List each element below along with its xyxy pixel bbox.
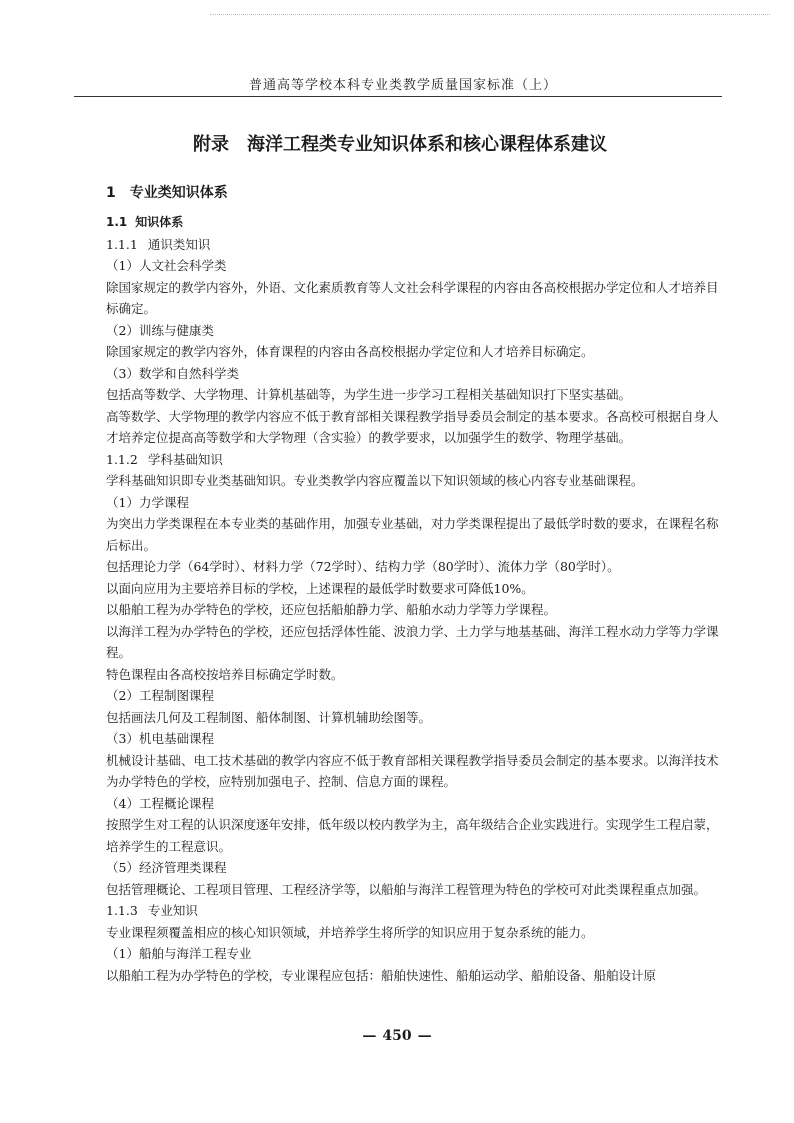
list-item: （3）机电基础课程 [106, 731, 214, 746]
paragraph: 为突出力学类课程在本专业类的基础作用，加强专业基础，对力学类课程提出了最低学时数的要求，在课程名称后标出。 [106, 516, 719, 553]
paragraph: 除国家规定的教学内容外，体育课程的内容由各高校根据办学定位和人才培养目标确定。 [106, 344, 594, 359]
subsubsection-heading-1-1-1 [106, 234, 722, 256]
scan-artifact [210, 14, 770, 17]
page-number [0, 1028, 794, 1044]
paragraph: 包括高等数学、大学物理、计算机基础等，为学生进一步学习工程相关基础知识打下坚实基础。 [106, 387, 632, 402]
subsubsection-title: 通识类知识 [147, 236, 211, 252]
running-header: 普通高等学校本科专业类教学质量国家标准（上） [248, 78, 557, 93]
page-number-value: 450 [382, 1028, 412, 1044]
list-item: （4）工程概论课程 [106, 795, 214, 811]
subsection-heading-1-1 [106, 212, 722, 234]
paragraph: 包括理论力学（64学时）、材料力学（72学时）、结构力学（80学时）、流体力学（80学时）。 [106, 559, 620, 574]
list-item: （2）工程制图课程 [106, 688, 214, 703]
body-text [106, 212, 722, 986]
paragraph: 以面向应用为主要培养目标的学校，上述课程的最低学时数要求可降低10%。 [106, 580, 534, 596]
subsubsection-title: 学科基础知识 [147, 451, 223, 467]
list-item: （5）经济管理类课程 [106, 860, 227, 875]
dash-right: — [417, 1028, 432, 1044]
paragraph: 以海洋工程为办学特色的学校，还应包括浮体性能、波浪力学、土力学与地基基础、海洋工程水动力学等力学课程。 [106, 623, 719, 660]
paragraph: 按照学生对工程的认识深度逐年安排，低年级以校内教学为主，高年级结合企业实践进行。实现学生工程启蒙，培养学生的工程意识。 [106, 817, 719, 854]
section-number: 1 [106, 185, 116, 201]
paragraph: 机械设计基础、电工技术基础的教学内容应不低于教育部相关课程教学指导委员会制定的基本要求。以海洋技术为办学特色的学校，应特别加强电子、控制、信息方面的课程。 [106, 752, 719, 789]
paragraph: 高等数学、大学物理的教学内容应不低于教育部相关课程教学指导委员会制定的基本要求。各高校可根据自身人才培养定位提高高等数学和大学物理（含实验）的教学要求，以加强学生的数学、物理学基础。 [106, 408, 719, 445]
list-item: （1）力学课程 [106, 494, 189, 510]
subsubsection-title: 专业知识 [147, 903, 198, 918]
subsubsection-heading-1-1-3 [106, 900, 722, 922]
dash-left: — [362, 1028, 377, 1044]
subsubsection-number: 1.1.3 [106, 903, 138, 918]
paragraph: 包括管理概论、工程项目管理、工程经济学等，以船舶与海洋工程管理为特色的学校可对此类课程重点加强。 [106, 881, 707, 897]
section-title: 专业类知识体系 [129, 185, 228, 201]
paragraph: 以船舶工程为办学特色的学校，还应包括船舶静力学、船舶水动力学等力学课程。 [106, 602, 557, 617]
list-item: （3）数学和自然科学类 [106, 365, 239, 381]
list-item: （2）训练与健康类 [106, 322, 214, 338]
appendix-title: 附录 海洋工程类专业知识体系和核心课程体系建议 [193, 134, 607, 155]
paragraph: 特色课程由各高校按培养目标确定学时数。 [106, 666, 344, 682]
paragraph: 以船舶工程为办学特色的学校，专业课程应包括：船舶快速性、船舶运动学、船舶设备、船舶设计原 [106, 967, 657, 983]
subsection-title: 知识体系 [135, 215, 184, 229]
subsubsection-number: 1.1.1 [106, 236, 138, 252]
paragraph: 学科基础知识即专业类基础知识。专业类教学内容应覆盖以下知识领域的核心内容专业基础课程。 [106, 473, 644, 488]
subsubsection-number: 1.1.2 [106, 451, 138, 467]
subsubsection-heading-1-1-2 [106, 449, 722, 471]
header-rule [74, 96, 722, 97]
list-item: （1）人文社会科学类 [106, 258, 227, 273]
paragraph: 包括画法几何及工程制图、船体制图、计算机辅助绘图等。 [106, 709, 432, 725]
paragraph: 专业课程须覆盖相应的核心知识领域，并培养学生将所学的知识应用于复杂系统的能力。 [106, 924, 594, 940]
section-heading-1 [106, 182, 228, 202]
paragraph: 除国家规定的教学内容外，外语、文化素质教育等人文社会科学课程的内容由各高校根据办学定位和人才培养目标确定。 [106, 279, 719, 316]
subsection-number: 1.1 [106, 215, 128, 229]
list-item: （1）船舶与海洋工程专业 [106, 946, 252, 961]
